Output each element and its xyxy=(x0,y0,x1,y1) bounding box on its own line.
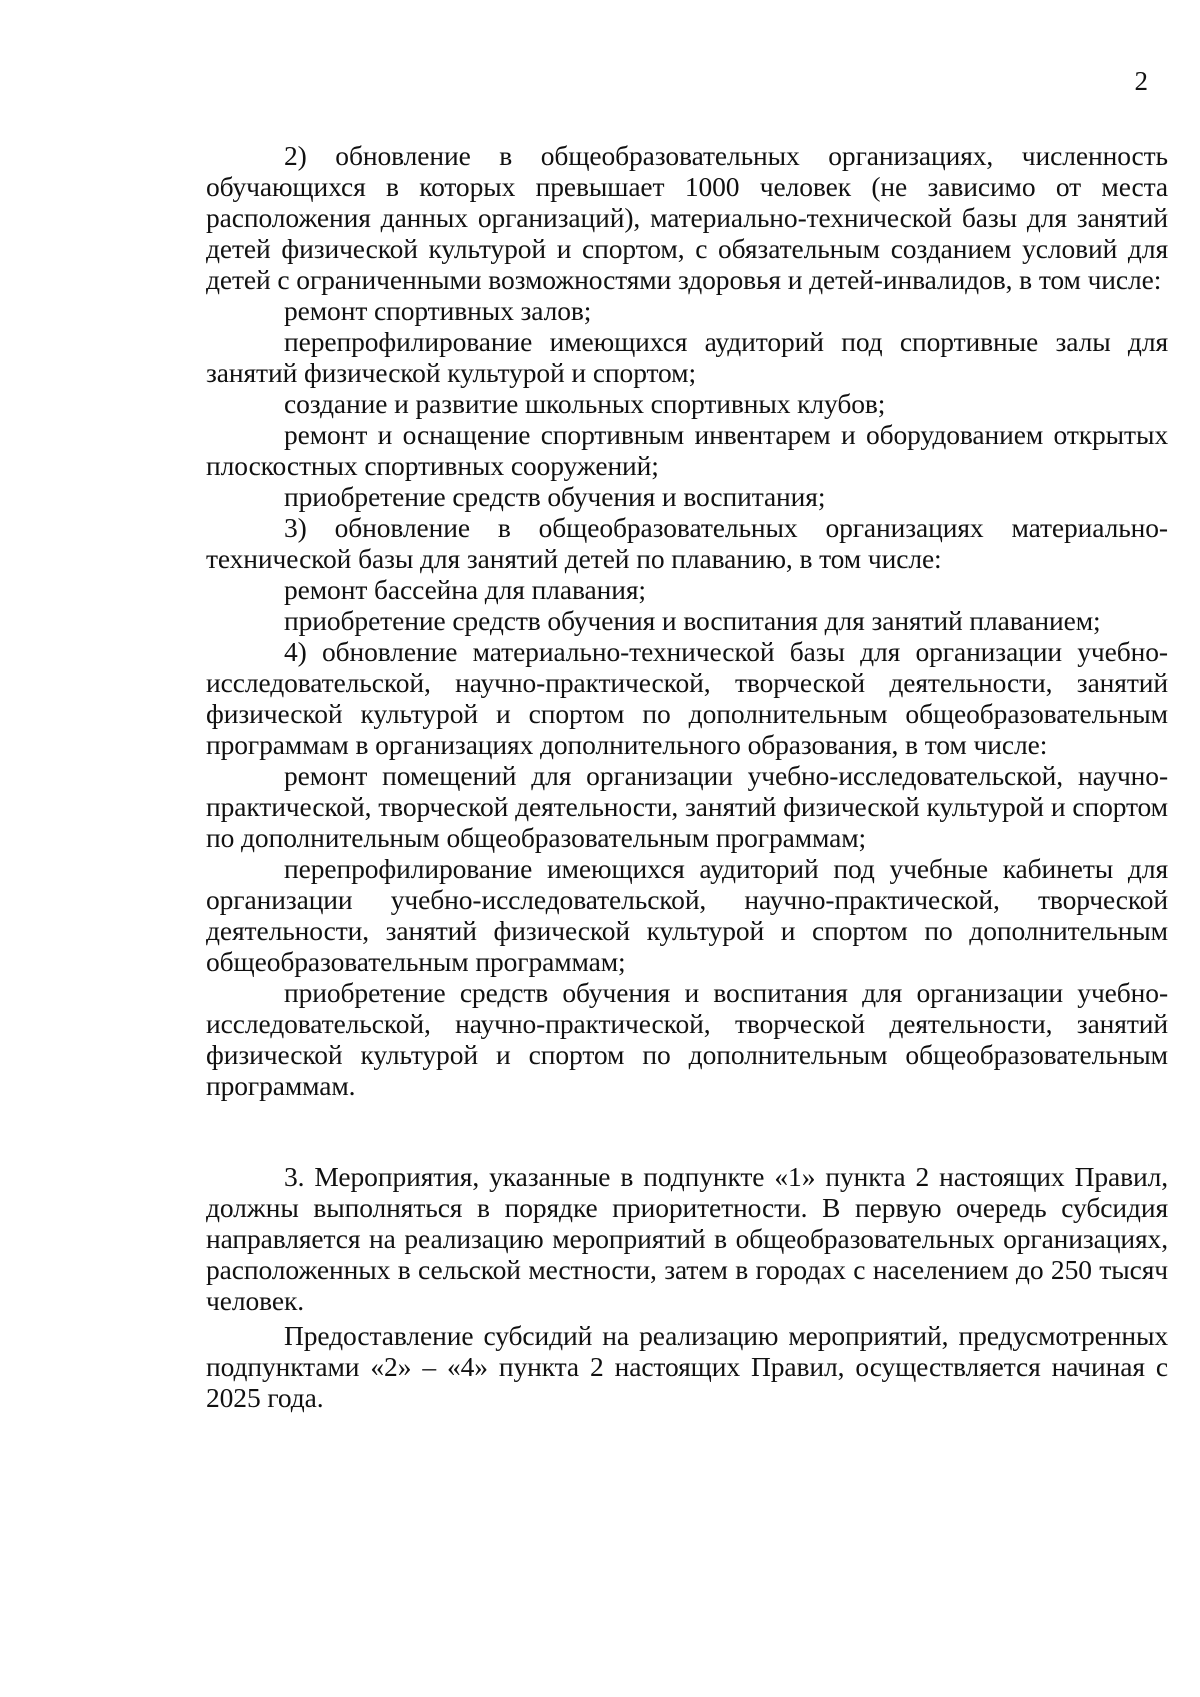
list-item-sports-clubs: создание и развитие школьных спортивных клубов; xyxy=(284,388,886,419)
list-item-teaching-equipment: приобретение средств обучения и воспитания; xyxy=(284,481,826,512)
document-body xyxy=(206,140,1168,1413)
list-item-outdoor-facilities: ремонт и оснащение спортивным инвентарем и оборудованием открытых плоскостных спортивных сооружений; xyxy=(206,419,1168,481)
paragraph-subitem-2: 2) обновление в общеобразовательных организациях, численность обучающихся в которых превышает 1000 человек (не зависимо от места расположения данных организаций), материально-технической базы для занятий детей физической культурой и спортом, с обязательным созданием условий для детей с ограниченными возможностями здоровья и детей-инвалидов, в том числе: xyxy=(206,140,1168,295)
list-item-pool-repair: ремонт бассейна для плавания; xyxy=(284,574,646,605)
list-item-swimming-equipment: приобретение средств обучения и воспитания для занятий плаванием; xyxy=(284,605,1101,636)
paragraph-subitem-4: 4) обновление материально-технической базы для организации учебно-исследовательской, научно-практической, творческой деятельности, занятий физической культурой и спортом по дополнительным общеобразовательным программам в организациях дополнительного образования, в том числе: xyxy=(206,636,1168,760)
list-item-repurposing-gyms: перепрофилирование имеющихся аудиторий под спортивные залы для занятий физической культурой и спортом; xyxy=(206,326,1168,388)
page-number: 2 xyxy=(1134,66,1148,96)
list-item-premises-repair: ремонт помещений для организации учебно-исследовательской, научно-практической, творческой деятельности, занятий физической культурой и спортом по дополнительным общеобразовательным программам; xyxy=(206,760,1168,853)
list-item-acquisition-equipment: приобретение средств обучения и воспитания для организации учебно-исследовательской, научно-практической, творческой деятельности, занятий физической культурой и спортом по дополнительным общеобразовательным программам. xyxy=(206,977,1168,1101)
paragraph-subitem-3: 3) обновление в общеобразовательных организациях материально-технической базы для занятий детей по плаванию, в том числе: xyxy=(206,512,1168,574)
paragraph-subsidy-provision: Предоставление субсидий на реализацию мероприятий, предусмотренных подпунктами «2» – «4» пункта 2 настоящих Правил, осуществляется начиная с 2025 года. xyxy=(206,1320,1168,1413)
paragraph-item-3: 3. Мероприятия, указанные в подпункте «1» пункта 2 настоящих Правил, должны выполняться в порядке приоритетности. В первую очередь субсидия направляется на реализацию мероприятий в общеобразовательных организациях, расположенных в сельской местности, затем в городах с населением до 250 тысяч человек. xyxy=(206,1161,1168,1316)
list-item-repurposing-classrooms: перепрофилирование имеющихся аудиторий под учебные кабинеты для организации учебно-исследовательской, научно-практической, творческой деятельности, занятий физической культурой и спортом по дополнительным общеобразовательным программам; xyxy=(206,853,1168,977)
list-item-gym-repair: ремонт спортивных залов; xyxy=(284,295,592,326)
